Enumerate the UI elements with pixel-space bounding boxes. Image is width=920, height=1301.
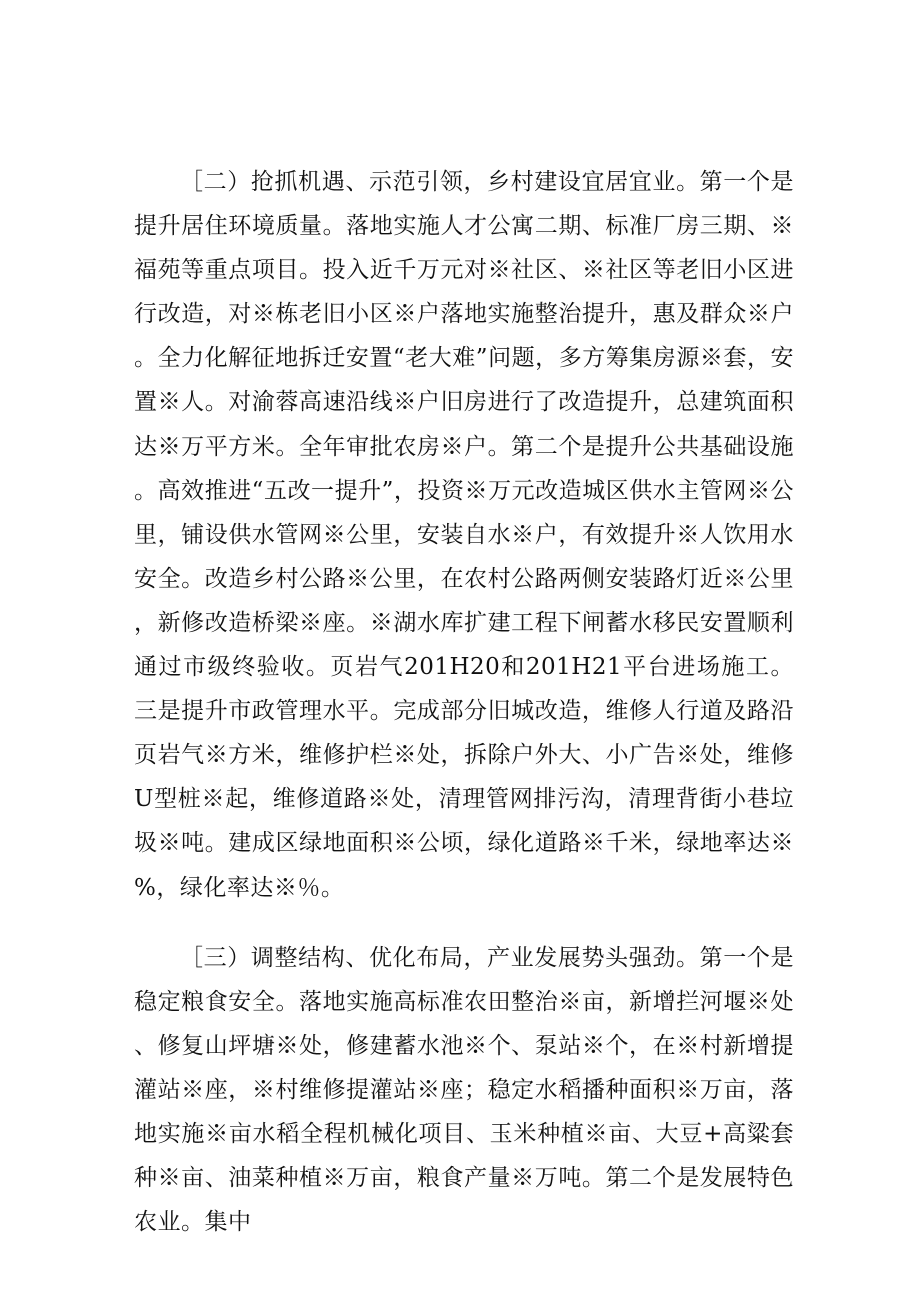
paragraph-section-two: ［二）抢抓机遇、示范引领，乡村建设宜居宜业。第一个是提升居住环境质量。落地实施人才公寓二期、标准厂房三期、※福苑等重点项目。投入近千万元对※社区、※社区等老旧小区进行改造，对※栋老旧小区※户落地实施整治提升，惠及群众※户。全力化解征地拆迁安置“老大难”问题，多方筹集房源※套，安置※人。对渝蓉高速沿线※户旧房进行了改造提升，总建筑面积达※万平方米。全年审批农房※户。第二个是提升公共基础设施。高效推进“五改一提升”，投资※万元改造城区供水主管网※公里，铺设供水管网※公里，安装自水※户，有效提升※人饮用水安全。改造乡村公路※公里，在农村公路两侧安装路灯近※公里，新修改造桥梁※座。※湖水库扩建工程下闸蓄水移民安置顺利通过市级终验收。页岩气201H20和201H21平台进场施工。三是提升市政管理水平。完成部分旧城改造，维修人行道及路沿页岩气※方米，维修护栏※处，拆除户外大、小广告※处，维修U型桩※起，维修道路※处，清理管网排污沟，清理背街小巷垃圾※吨。建成区绿地面积※公顷，绿化道路※千米，绿地率达※%，绿化率达※％。 — [134, 169, 794, 901]
paragraph-section-three: ［三）调整结构、优化布局，产业发展势头强劲。第一个是稳定粮食安全。落地实施高标准农田整治※亩，新增拦河堰※处、修复山坪塘※处，修建蓄水池※个、泵站※个，在※村新增提灌站※座，※村维修提灌站※座；稳定水稻播种面积※万亩，落地实施※亩水稻全程机械化项目、玉米种植※亩、大豆+高粱套种※亩、油菜种植※万亩，粮食产量※万吨。第二个是发展特色农业。集中 — [134, 944, 794, 1236]
document-body — [134, 160, 794, 1244]
